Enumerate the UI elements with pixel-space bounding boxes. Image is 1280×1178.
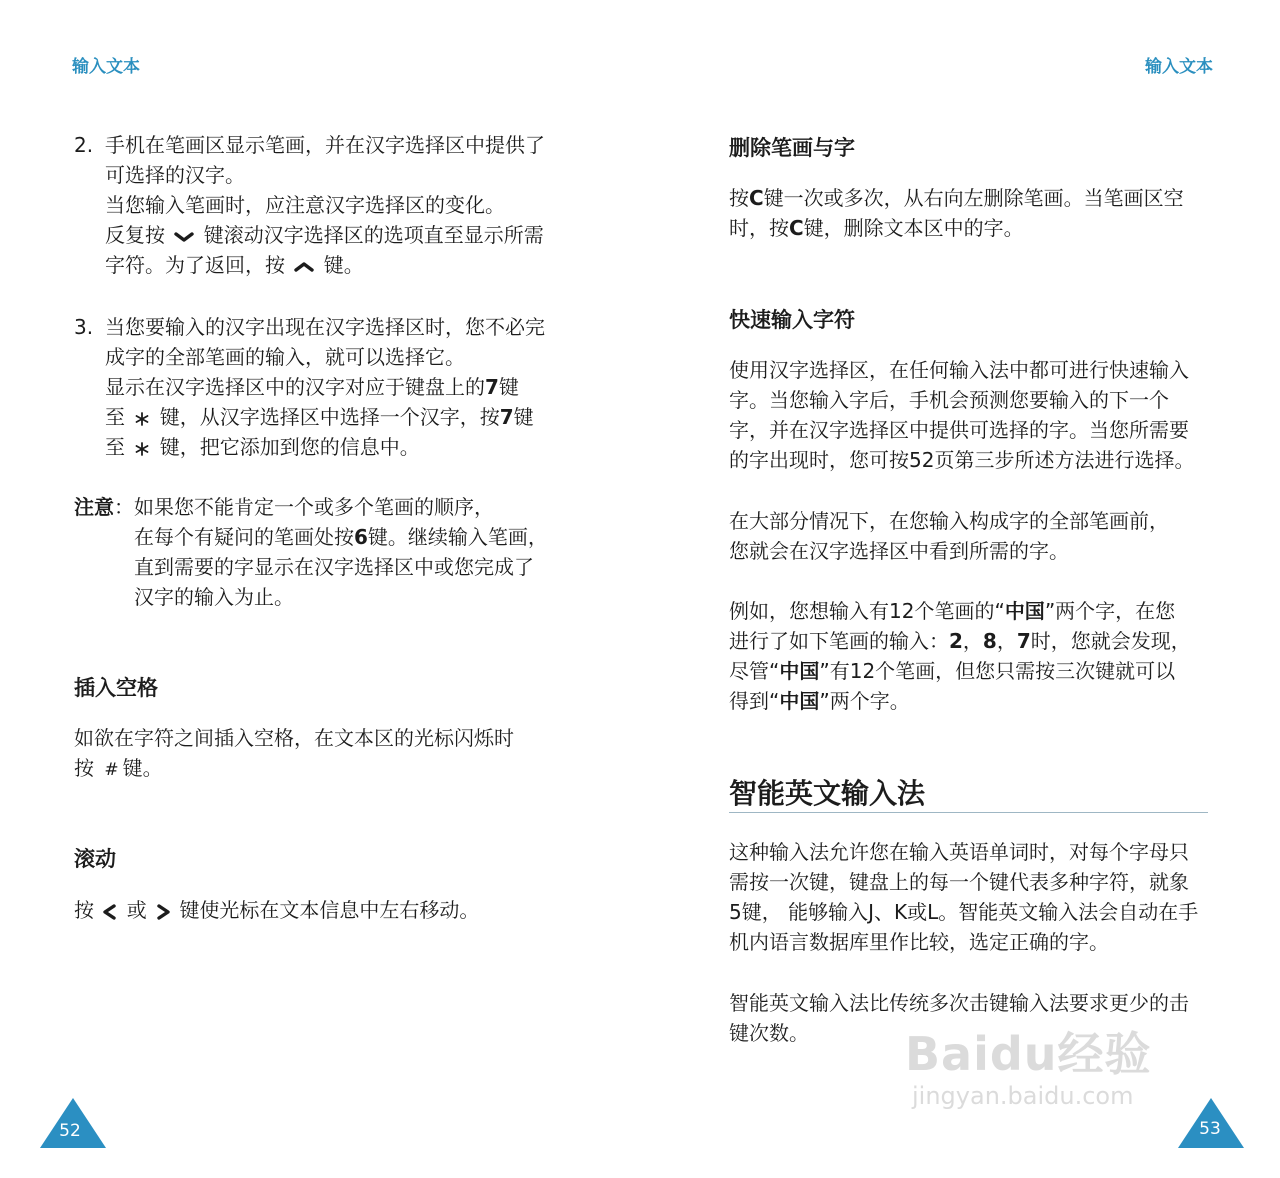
text-line — [105, 372, 545, 402]
key-7: 7 — [499, 405, 514, 429]
text-span: 例如，您想输入有12个笔画的“ — [729, 599, 1005, 623]
watermark-url: jingyan.baidu.com — [912, 1082, 1134, 1110]
text-span: ”两个字，在您 — [1044, 599, 1176, 623]
quick-input-para-1 — [729, 355, 1194, 475]
text-span: 显示在汉字选择区中的汉字对应于键盘上的 — [105, 375, 485, 399]
text-span: 进行了如下笔画的输入： — [729, 629, 949, 653]
star-key-icon — [131, 441, 153, 457]
key-8: 8 — [982, 629, 997, 653]
text-line: 如果您不能肯定一个或多个笔画的顺序， — [134, 495, 494, 519]
text-span: 按 — [729, 186, 749, 210]
note-label — [74, 492, 134, 522]
text-line — [729, 686, 1191, 716]
text-line: 成字的全部笔画的输入，就可以选择它。 — [105, 345, 465, 369]
smart-english-para-2 — [729, 988, 1189, 1048]
text-span: 尽管“ — [729, 659, 780, 683]
text-line: 使用汉字选择区，在任何输入法中都可进行快速输入 — [729, 358, 1189, 382]
text-line: 当您输入笔画时，应注意汉字选择区的变化。 — [105, 193, 505, 217]
text-line — [105, 220, 545, 250]
quick-input-para-2 — [729, 506, 1169, 566]
text-span: 键。 — [323, 253, 364, 277]
left-item-2 — [105, 130, 545, 280]
left-item-3 — [105, 312, 545, 462]
delete-title: 删除笔画与字 — [729, 136, 855, 160]
text-span: 键滚动汉字选择区的选项直至显示所需 — [203, 223, 544, 247]
text-line: 5键， 能够输入J、K或L。智能英文输入法会自动在手 — [729, 900, 1199, 924]
text-line — [74, 753, 514, 785]
text-span: 键一次或多次，从右向左删除笔画。当笔画区空 — [763, 186, 1184, 210]
text-span: 键使光标在文本信息中左右移动。 — [179, 898, 480, 922]
text-span: 在每个有疑问的笔画处按 — [134, 525, 354, 549]
text-span: 字符。为了返回，按 — [105, 253, 285, 277]
text-line — [729, 656, 1191, 686]
text-line: 需按一次键，键盘上的每一个键代表多种字符，就象 — [729, 870, 1189, 894]
text-line: 的字出现时，您可按52页第三步所述方法进行选择。 — [729, 448, 1195, 472]
text-line: 直到需要的字显示在汉字选择区中或您完成了 — [134, 555, 534, 579]
text-line — [729, 596, 1191, 626]
left-item-2-number: 2. — [74, 133, 94, 157]
right-key-icon — [153, 904, 173, 920]
bold-word: 中国 — [779, 659, 820, 683]
left-key-icon — [100, 904, 120, 920]
left-page-number: 52 — [59, 1121, 81, 1141]
key-7: 7 — [485, 375, 499, 399]
text-line: 手机在笔画区显示笔画，并在汉字选择区中提供了 — [105, 133, 545, 157]
text-span: 或 — [126, 898, 147, 922]
star-key-icon — [131, 411, 153, 427]
down-key-icon — [171, 230, 197, 244]
text-span: 至 — [105, 435, 125, 459]
key-c: C — [789, 216, 804, 240]
text-span: 键 — [513, 405, 534, 429]
hash-key-icon: # — [104, 760, 119, 780]
bold-word: 中国 — [779, 689, 820, 713]
quick-input-para-3 — [729, 596, 1191, 716]
text-span: ”有12个笔画，但您只需按三次键就可以 — [819, 659, 1176, 683]
text-span: 至 — [105, 405, 125, 429]
key-6: 6 — [354, 525, 368, 549]
delete-body — [729, 183, 1184, 243]
scroll-title: 滚动 — [74, 847, 116, 871]
text-span: 键。 — [122, 756, 163, 780]
text-line: 汉字的输入为止。 — [134, 585, 294, 609]
text-line — [105, 432, 545, 462]
text-span: ， — [996, 629, 1017, 653]
right-page-header: 输入文本 — [1145, 57, 1213, 77]
text-line: 字，并在汉字选择区中提供可选择的字。当您所需要 — [729, 418, 1189, 442]
smart-english-title: 智能英文输入法 — [729, 777, 926, 810]
text-line — [134, 522, 548, 552]
text-line — [729, 183, 1184, 213]
text-line: 如欲在字符之间插入空格，在文本区的光标闪烁时 — [74, 726, 514, 750]
left-item-3-number: 3. — [74, 315, 94, 339]
section-divider — [729, 812, 1208, 813]
smart-english-para-1 — [729, 837, 1198, 957]
note-label-text: 注意 — [74, 495, 114, 519]
key-2: 2 — [949, 629, 963, 653]
text-span: 得到“ — [729, 689, 780, 713]
bold-word: 中国 — [1004, 599, 1045, 623]
text-span: 按 — [74, 898, 94, 922]
text-line: 当您要输入的汉字出现在汉字选择区时，您不必完 — [105, 315, 545, 339]
text-span: 按 — [74, 756, 94, 780]
text-line: 机内语言数据库里作比较，选定正确的字。 — [729, 930, 1109, 954]
text-line — [729, 626, 1191, 656]
note-colon: ： — [114, 495, 134, 519]
text-line: 这种输入法允许您在输入英语单词时，对每个字母只 — [729, 840, 1189, 864]
note-body — [134, 492, 548, 612]
insert-space-body — [74, 723, 514, 785]
text-span: ”两个字。 — [819, 689, 910, 713]
text-line: 您就会在汉字选择区中看到所需的字。 — [729, 539, 1069, 563]
text-line — [729, 213, 1184, 243]
text-span: 键，把它添加到您的信息中。 — [159, 435, 420, 459]
quick-input-title: 快速输入字符 — [729, 308, 855, 332]
text-line: 键次数。 — [729, 1021, 809, 1045]
text-line: 在大部分情况下，在您输入构成字的全部笔画前， — [729, 509, 1169, 533]
key-c: C — [749, 186, 764, 210]
text-span: 键。继续输入笔画， — [367, 525, 548, 549]
left-page-header: 输入文本 — [72, 57, 140, 77]
text-line: 字。当您输入字后，手机会预测您要输入的下一个 — [729, 388, 1169, 412]
text-line — [105, 402, 545, 432]
scroll-body — [74, 895, 479, 925]
text-line: 可选择的汉字。 — [105, 163, 245, 187]
text-span: 键，删除文本区中的字。 — [803, 216, 1024, 240]
text-line: 智能英文输入法比传统多次击键输入法要求更少的击 — [729, 991, 1189, 1015]
text-span: 时，您就会发现， — [1030, 629, 1191, 653]
insert-space-title: 插入空格 — [74, 676, 158, 700]
text-line — [74, 895, 479, 925]
text-line — [105, 250, 545, 280]
up-key-icon — [291, 260, 317, 274]
text-span: 键 — [498, 375, 519, 399]
text-span: ， — [962, 629, 983, 653]
key-7: 7 — [1016, 629, 1031, 653]
text-span: 时，按 — [729, 216, 789, 240]
text-span: 键，从汉字选择区中选择一个汉字，按 — [159, 405, 500, 429]
right-page-number: 53 — [1199, 1119, 1221, 1139]
watermark-logo: Baidu经验 — [905, 1027, 1152, 1081]
text-span: 反复按 — [105, 223, 165, 247]
